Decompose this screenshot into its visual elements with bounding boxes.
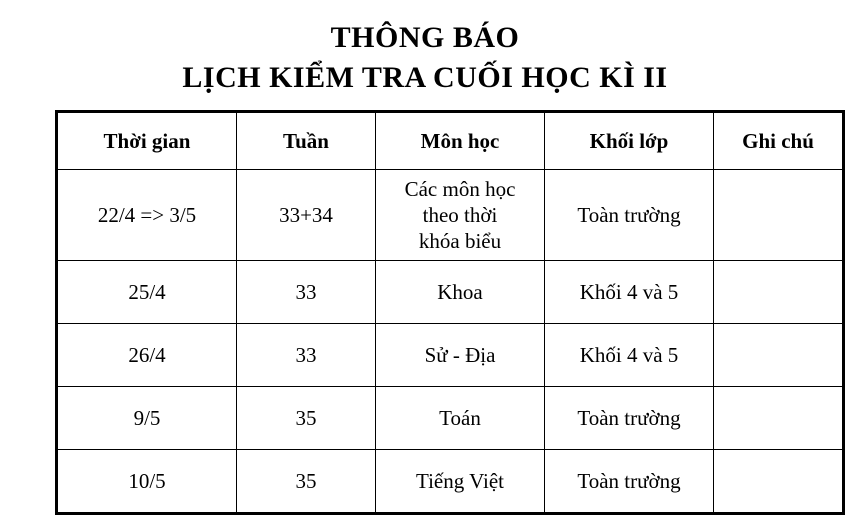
cell-grade: Khối 4 và 5 [545,324,714,387]
table-row [57,261,844,324]
cell-note [714,170,844,261]
cell-note [714,261,844,324]
column-header-week: Tuần [237,112,376,170]
table-body [57,170,844,514]
cell-subject: Tiếng Việt [376,450,545,514]
table-row [57,450,844,514]
cell-time: 10/5 [57,450,237,514]
column-header-grade: Khối lớp [545,112,714,170]
schedule-table [55,110,845,515]
cell-time: 22/4 => 3/5 [57,170,237,261]
cell-week: 33+34 [237,170,376,261]
cell-time: 25/4 [57,261,237,324]
table-row [57,387,844,450]
cell-week: 33 [237,324,376,387]
cell-time: 9/5 [57,387,237,450]
cell-week: 33 [237,261,376,324]
column-header-note: Ghi chú [714,112,844,170]
cell-grade: Toàn trường [545,387,714,450]
title-block [0,0,850,98]
page-title-line-1: THÔNG BÁO [330,21,520,54]
page-title-line-2: LỊCH KIỂM TRA CUỐI HỌC KÌ II [182,61,668,94]
cell-week: 35 [237,387,376,450]
cell-subject: Toán [376,387,545,450]
cell-subject-line: khóa biểu [418,229,502,253]
cell-subject: Khoa [376,261,545,324]
cell-week: 35 [237,450,376,514]
table-row [57,324,844,387]
table-row [57,170,844,261]
cell-note [714,387,844,450]
table-header-row [57,112,844,170]
cell-time: 26/4 [57,324,237,387]
column-header-time: Thời gian [57,112,237,170]
table-header [57,112,844,170]
cell-grade: Toàn trường [545,450,714,514]
cell-grade: Khối 4 và 5 [545,261,714,324]
column-header-subject: Môn học [376,112,545,170]
cell-grade: Toàn trường [545,170,714,261]
cell-subject [376,170,545,261]
schedule-table-wrap [55,110,814,515]
cell-note [714,450,844,514]
cell-subject-line: Các môn học [404,177,516,201]
cell-subject-line: theo thời [422,203,498,227]
cell-note [714,324,844,387]
cell-subject: Sử - Địa [376,324,545,387]
